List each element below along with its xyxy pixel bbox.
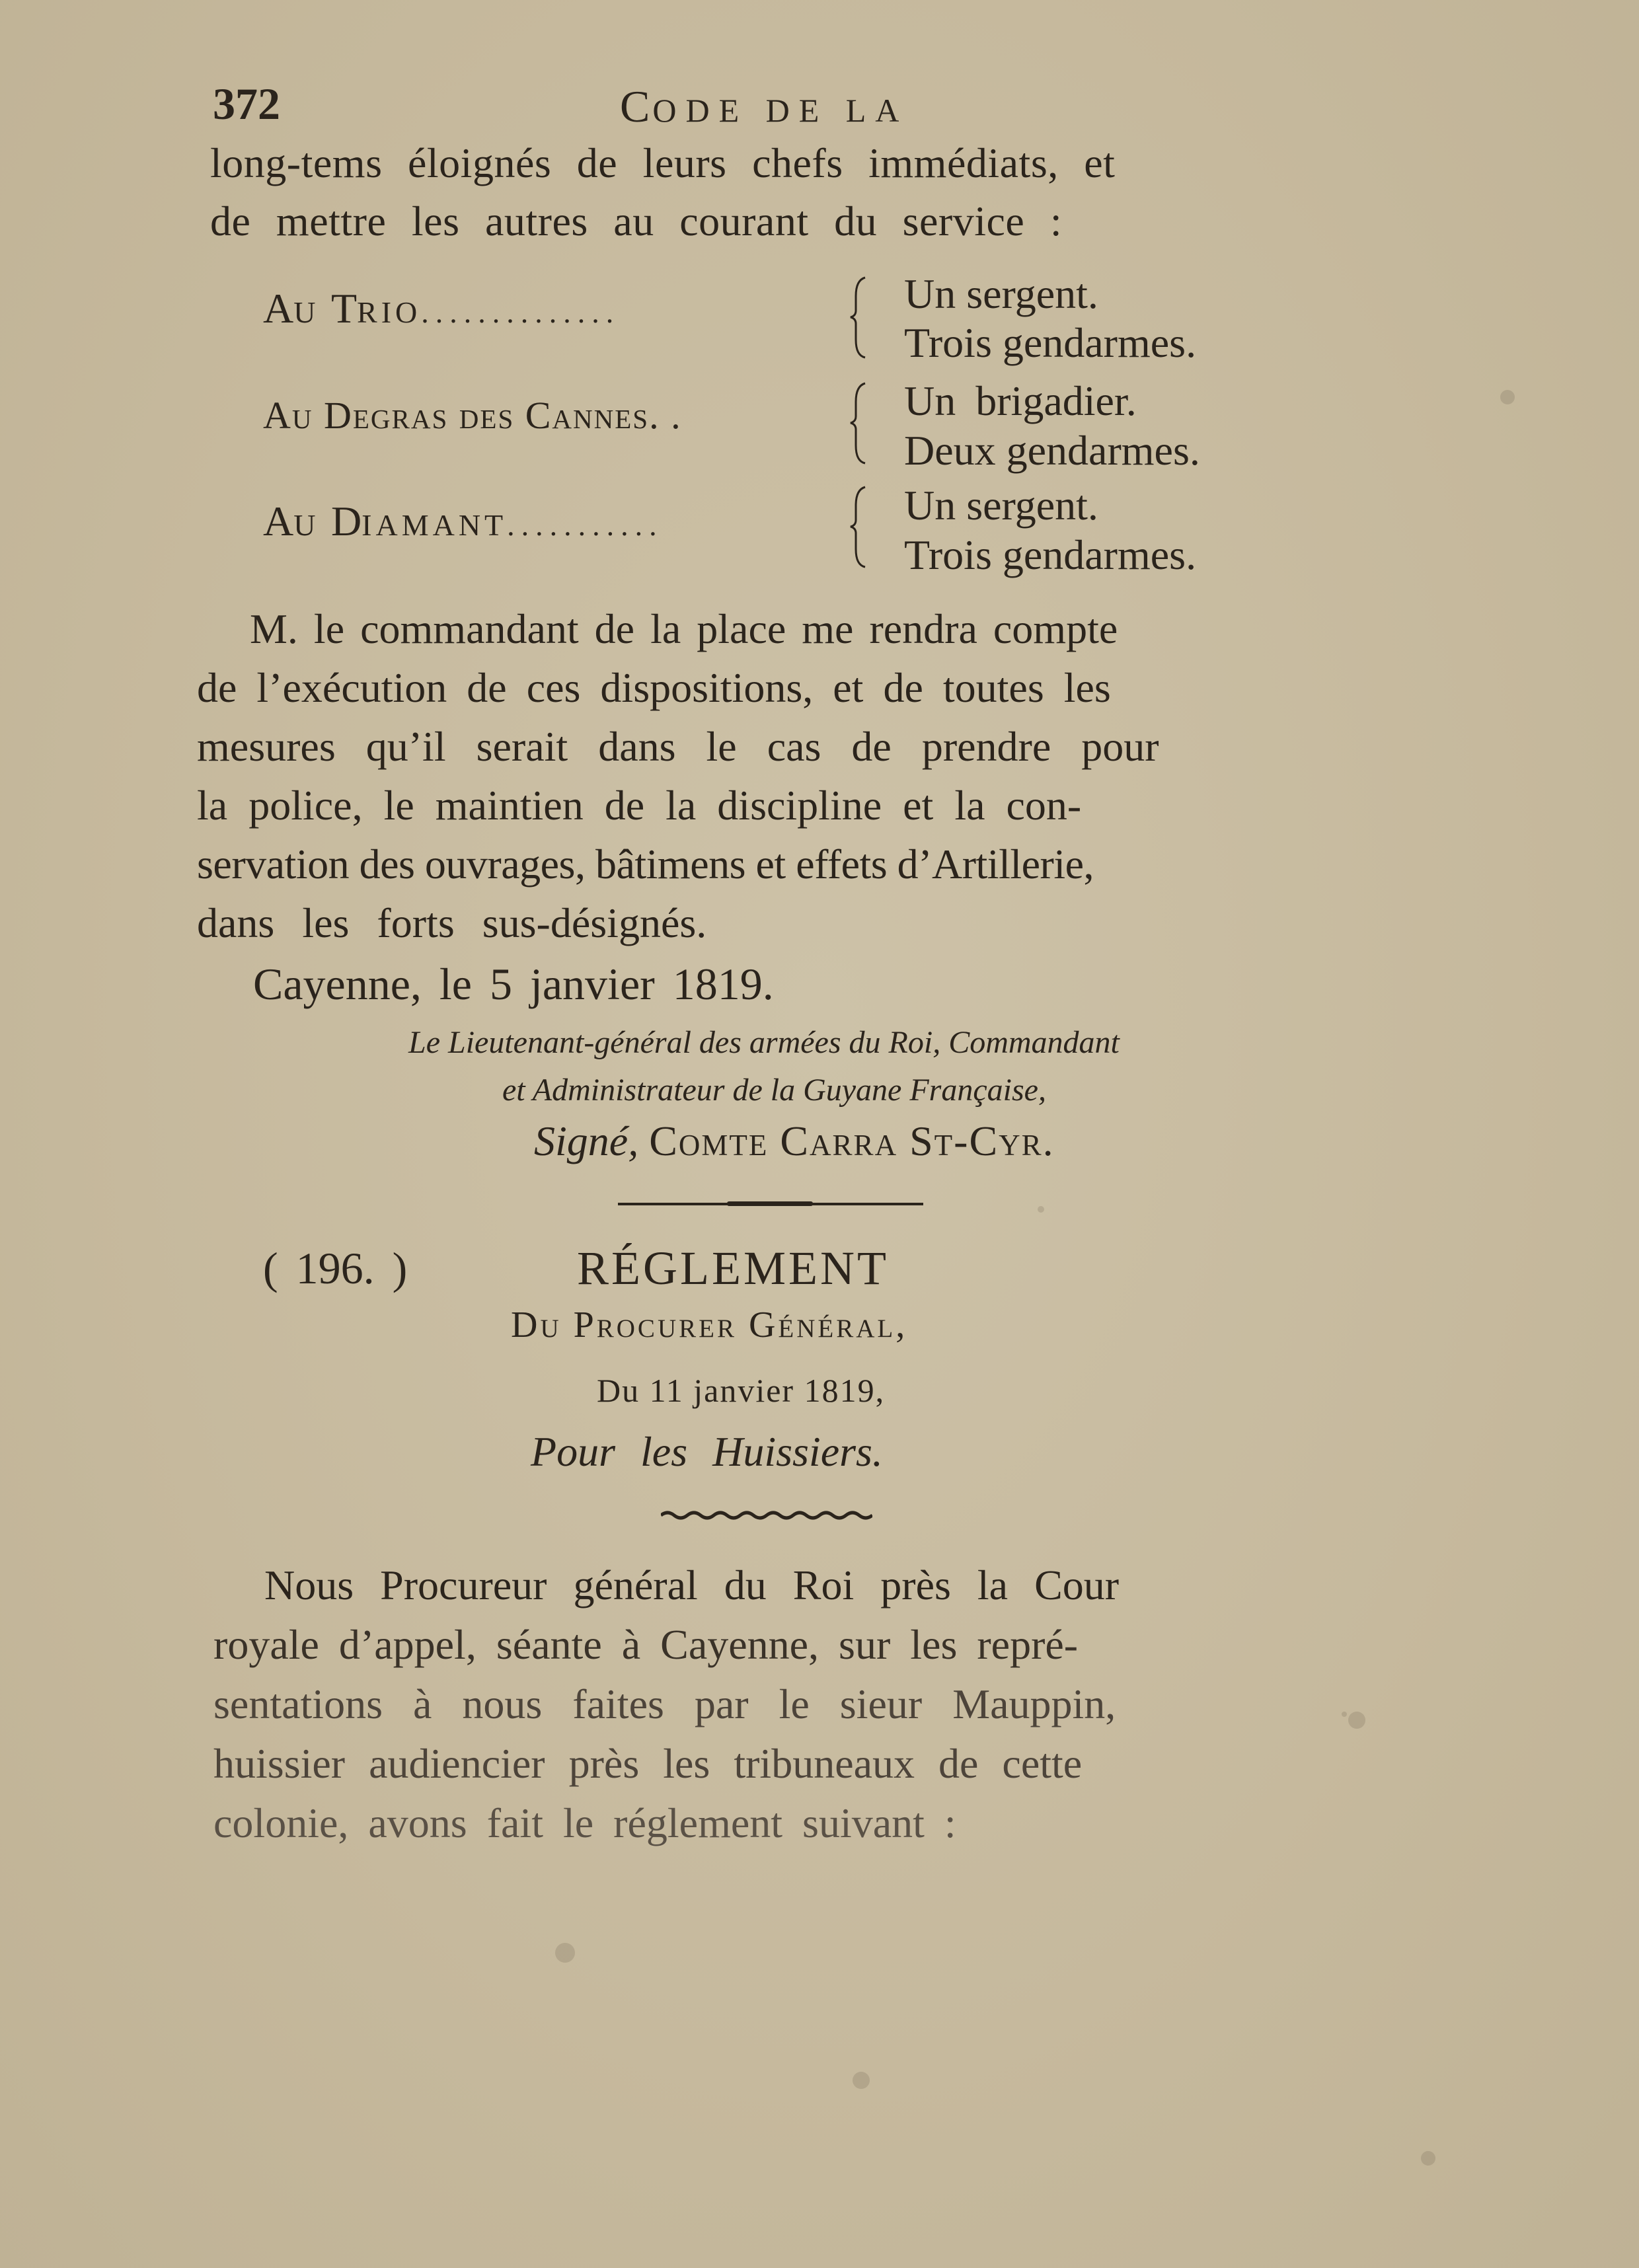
post-name-diamant bbox=[263, 497, 664, 546]
post-name-part: U bbox=[293, 295, 331, 329]
post-line-1: Un sergent. bbox=[904, 270, 1098, 317]
post-line-2: Trois gendarmes. bbox=[904, 531, 1197, 578]
running-title-initial: C bbox=[620, 81, 653, 132]
post-name-initial: A bbox=[263, 498, 294, 545]
reglement-title: RÉGLEMENT bbox=[577, 1242, 889, 1295]
post-name-trio bbox=[263, 284, 620, 333]
post-name-initial: D bbox=[330, 498, 362, 545]
post-line-2: Trois gendarmes. bbox=[904, 319, 1197, 366]
running-title-rest: ODE DE LA bbox=[652, 92, 909, 129]
wavy-ornament-icon bbox=[661, 1509, 872, 1522]
brace-icon bbox=[849, 486, 869, 568]
post-name-initial: A bbox=[263, 285, 294, 332]
post-line-1: Un sergent. bbox=[904, 482, 1098, 529]
dateline: Cayenne, le 5 janvier 1819. bbox=[253, 959, 774, 1009]
body-line: Nous Procureur général du Roi près la Cour bbox=[264, 1562, 1120, 1608]
intro-line-2: de mettre les autres au courant du service : bbox=[210, 198, 1063, 245]
paragraph-line: la police, le maintien de la discipline et la con- bbox=[197, 782, 1082, 829]
reglement-subtitle: Du Procurer Général, bbox=[511, 1304, 908, 1345]
body-line: huissier audiencier près les tribuneaux de cette bbox=[213, 1740, 1083, 1787]
body-line: royale d’appel, séante à Cayenne, sur les repré- bbox=[213, 1621, 1079, 1668]
body-line: sentations à nous faites par le sieur Mauppin, bbox=[213, 1681, 1116, 1727]
post-name-part: RIO bbox=[357, 295, 422, 329]
leader-dots: ........... bbox=[507, 508, 664, 542]
separator-rule-center bbox=[727, 1201, 813, 1206]
paragraph-line: M. le commandant de la place me rendra compte bbox=[250, 605, 1118, 652]
signature-title-2: et Administrateur de la Guyane Française, bbox=[502, 1073, 1046, 1108]
page-number: 372 bbox=[213, 79, 280, 129]
paragraph-line: de l’exécution de ces dispositions, et de toutes les bbox=[197, 664, 1111, 711]
post-name-initial: T bbox=[330, 285, 358, 332]
post-name-degras: Au Degras des Cannes. . bbox=[263, 394, 682, 437]
paragraph-line: dans les forts sus-désignés. bbox=[197, 899, 707, 946]
post-name-part: IAMANT bbox=[362, 508, 508, 542]
signature-title-1: Le Lieutenant-général des armées du Roi, Commandant bbox=[408, 1025, 1120, 1060]
post-name-part: U bbox=[293, 508, 331, 542]
signe-label: Signé, bbox=[534, 1117, 639, 1164]
post-line-2: Deux gendarmes. bbox=[904, 427, 1200, 474]
paragraph-line: mesures qu’il serait dans le cas de prendre pour bbox=[197, 723, 1159, 770]
post-line-1: Un brigadier. bbox=[904, 377, 1137, 424]
brace-icon bbox=[849, 382, 869, 465]
intro-line-1: long-tems éloignés de leurs chefs immédiats, et bbox=[210, 139, 1116, 186]
brace-icon bbox=[849, 276, 869, 359]
reglement-object: Pour les Huissiers. bbox=[531, 1428, 883, 1475]
paragraph-line: servation des ouvrages, bâtimens et effets d’Artillerie, bbox=[197, 841, 1094, 888]
signatory-name: Comte Carra St-Cyr. bbox=[649, 1117, 1055, 1164]
reglement-date: Du 11 janvier 1819, bbox=[597, 1372, 886, 1409]
leader-dots: .............. bbox=[421, 295, 621, 329]
reglement-number: ( 196. ) bbox=[263, 1243, 408, 1293]
body-line: colonie, avons fait le réglement suivant : bbox=[213, 1799, 956, 1846]
signature-line bbox=[534, 1117, 1055, 1166]
running-title bbox=[620, 81, 908, 133]
